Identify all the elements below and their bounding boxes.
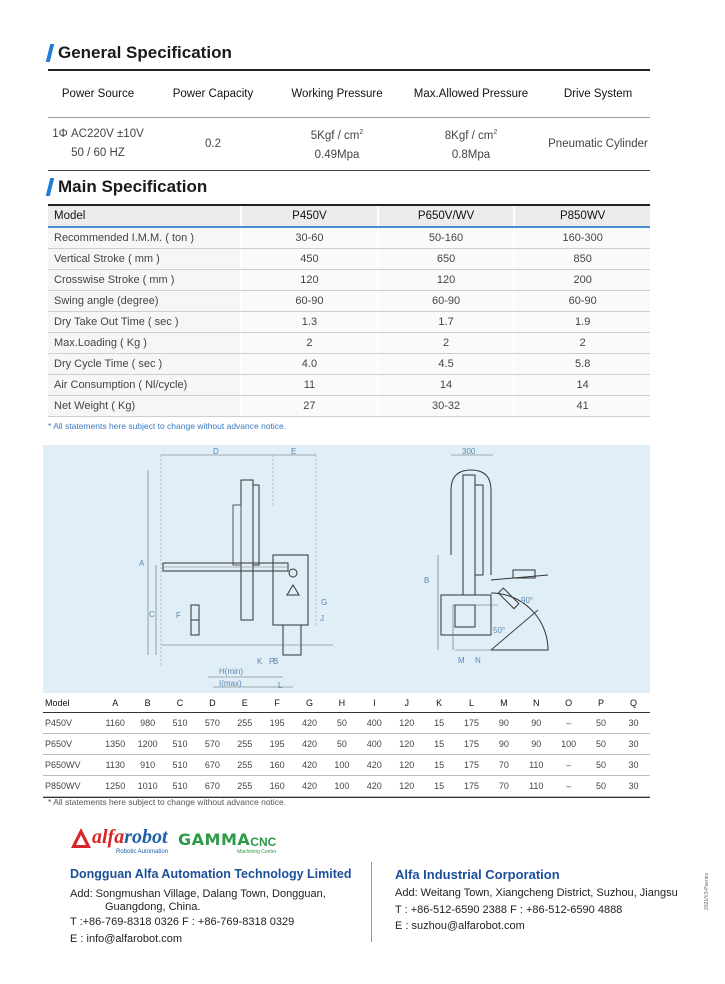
- dim-value-cell: 510: [172, 718, 188, 728]
- dim-value-cell: 90: [531, 739, 542, 749]
- dim-label-b-front: B: [273, 657, 279, 666]
- dim-value-cell: 50: [596, 781, 607, 791]
- dim-header-cell: O: [565, 697, 573, 708]
- row-value: 4.5: [379, 354, 514, 374]
- dim-label-k: K: [257, 657, 263, 666]
- general-spec-title: General Specification: [48, 43, 232, 63]
- dimension-note: * All statements here subject to change without advance notice.: [48, 797, 287, 807]
- dim-value-cell: –: [566, 718, 572, 728]
- dim-value-cell: 1010: [137, 781, 158, 791]
- row-value: 2: [515, 333, 650, 353]
- row-label: Net Weight ( Kg): [48, 396, 240, 416]
- alfarobot-logo: alfa robot Robotic Automation: [70, 826, 168, 855]
- row-label: Max.Loading ( Kg ): [48, 333, 240, 353]
- row-label: Air Consumption ( Nl/cycle): [48, 375, 240, 395]
- alfa-triangle-icon: [70, 827, 92, 849]
- dim-label-e: E: [291, 447, 297, 456]
- row-value: 850: [515, 249, 650, 269]
- row-value: 41: [515, 396, 650, 416]
- dim-value-cell: 510: [172, 739, 188, 749]
- dim-label-d: D: [213, 447, 219, 456]
- dim-value-cell: 420: [302, 739, 318, 749]
- row-value: 60-90: [242, 291, 377, 311]
- power-source-value: 1Φ AC220V ±10V 50 / 60 HZ: [52, 128, 144, 159]
- dim-header-cell: P: [598, 697, 605, 708]
- dim-header-cell: G: [306, 697, 314, 708]
- dim-value-cell: 50: [336, 739, 347, 749]
- row-value: 11: [242, 375, 377, 395]
- row-value: 30-60: [242, 228, 377, 248]
- dim-header-cell: F: [274, 697, 280, 708]
- dim-value-cell: 175: [463, 739, 479, 749]
- row-value: 2: [379, 333, 514, 353]
- row-label: Crosswise Stroke ( mm ): [48, 270, 240, 290]
- row-value: 60-90: [379, 291, 514, 311]
- table-row: [48, 312, 650, 333]
- dim-value-cell: 50: [336, 718, 347, 728]
- header-p450v: P450V: [242, 206, 377, 226]
- dim-header-cell: N: [533, 697, 540, 708]
- header-working-pressure: Working Pressure: [291, 87, 383, 100]
- dim-value-cell: 30: [628, 739, 639, 749]
- dim-label-l: L: [278, 681, 283, 690]
- dim-value-cell: 30: [628, 760, 639, 770]
- dim-label-a: A: [139, 559, 145, 568]
- dim-value-cell: 70: [498, 781, 509, 791]
- dim-label-p: P: [269, 657, 275, 666]
- row-value: 120: [242, 270, 377, 290]
- dim-value-cell: 30: [628, 718, 639, 728]
- dim-value-cell: 510: [172, 760, 188, 770]
- dim-value-cell: 1160: [105, 718, 125, 728]
- dim-value-cell: 1250: [105, 781, 126, 791]
- header-drive-system: Drive System: [563, 87, 633, 100]
- dim-label-n: N: [475, 656, 481, 665]
- dim-value-cell: 1200: [137, 739, 158, 749]
- dim-value-cell: 570: [204, 718, 220, 728]
- row-label: Swing angle (degree): [48, 291, 240, 311]
- dim-header-cell: H: [338, 697, 346, 708]
- dim-header-cell: B: [144, 697, 151, 708]
- dim-model-cell: P850WV: [45, 781, 81, 791]
- dim-value-cell: 100: [561, 739, 577, 749]
- company1-address-line2: Guangdong, China.: [105, 901, 201, 913]
- dim-value-cell: 400: [366, 739, 382, 749]
- dim-value-cell: 570: [204, 739, 220, 749]
- row-value: 120: [379, 270, 514, 290]
- dim-value-cell: 100: [334, 760, 350, 770]
- dim-header-cell: J: [404, 697, 409, 708]
- general-spec-header: [48, 71, 650, 117]
- row-value: 14: [379, 375, 514, 395]
- table-row: [48, 291, 650, 312]
- company2-address: Add: Weitang Town, Xiangcheng District, Suzhou, Jiangsu: [395, 887, 678, 899]
- dim-label-hmin: H(min): [219, 667, 243, 676]
- dim-value-cell: 15: [434, 781, 445, 791]
- dim-model-cell: P650V: [45, 739, 73, 749]
- table-row: [48, 249, 650, 270]
- max-pressure-value: $8Kgf / cm^2$ 0.8Mpa: [444, 129, 498, 161]
- company1-phone-fax: T :+86-769-8318 0326 F : +86-769-8318 0329: [70, 916, 295, 928]
- dim-value-cell: 255: [237, 781, 253, 791]
- table-row: [48, 354, 650, 375]
- row-value: 14: [515, 375, 650, 395]
- dimension-table: [43, 693, 650, 798]
- row-value: 1.9: [515, 312, 650, 332]
- dim-header-cell: K: [436, 697, 443, 708]
- dim-value-cell: 110: [529, 781, 544, 791]
- row-label: Recommended I.M.M. ( ton ): [48, 228, 240, 248]
- dim-label-b: B: [424, 576, 430, 585]
- company1-name: Dongguan Alfa Automation Technology Limited: [70, 867, 352, 881]
- title-accent-bar: [46, 178, 54, 196]
- dim-header-cell: Q: [629, 697, 637, 708]
- row-value: 200: [515, 270, 650, 290]
- main-spec-note: * All statements here subject to change without advance notice.: [48, 421, 287, 431]
- dim-label-m: M: [458, 656, 465, 665]
- dim-value-cell: 50: [596, 718, 607, 728]
- row-value: 2: [242, 333, 377, 353]
- dim-value-cell: 420: [302, 760, 318, 770]
- row-value: 60-90: [515, 291, 650, 311]
- dim-value-cell: 255: [237, 739, 253, 749]
- main-spec-table: [48, 204, 650, 417]
- dim-value-cell: 30: [628, 781, 639, 791]
- dim-header-cell: E: [241, 697, 248, 708]
- dim-label-g: G: [321, 598, 328, 607]
- row-value: 450: [242, 249, 377, 269]
- row-value: 30-32: [379, 396, 514, 416]
- table-row: [48, 228, 650, 249]
- header-max-pressure: Max.Allowed Pressure: [413, 87, 529, 100]
- dim-header-cell: L: [468, 697, 474, 708]
- dim-value-cell: 50: [596, 760, 607, 770]
- dim-value-cell: 15: [434, 718, 445, 728]
- table-row: [43, 734, 650, 755]
- dim-value-cell: 160: [269, 760, 285, 770]
- company2-phone-fax: T : +86-512-6590 2388 F : +86-512-6590 4888: [395, 904, 623, 916]
- header-p650v: P650V/WV: [379, 206, 514, 226]
- table-row: [43, 713, 650, 734]
- table-row: [43, 776, 650, 797]
- dim-value-cell: 15: [434, 760, 445, 770]
- dim-model-cell: P450V: [45, 718, 73, 728]
- dim-model-cell: P650WV: [45, 760, 81, 770]
- dim-value-cell: 90: [498, 739, 509, 749]
- dim-value-cell: 195: [269, 739, 285, 749]
- header-model: Model: [48, 206, 240, 226]
- dim-value-cell: 420: [302, 781, 318, 791]
- main-spec-title: Main Specification: [48, 177, 207, 197]
- dim-header-cell: C: [176, 697, 184, 708]
- working-pressure-value: $5Kgf / cm^2$ 0.49Mpa: [310, 129, 364, 161]
- row-value: 4.0: [242, 354, 377, 374]
- table-row: [48, 375, 650, 396]
- row-label: Dry Cycle Time ( sec ): [48, 354, 240, 374]
- row-value: 160-300: [515, 228, 650, 248]
- row-value: 27: [242, 396, 377, 416]
- dim-header-cell: D: [209, 697, 216, 708]
- dim-label-imax: I(max): [219, 679, 242, 688]
- company1-email: E : info@alfarobot.com: [70, 933, 183, 945]
- row-value: 5.8: [515, 354, 650, 374]
- dim-value-cell: 420: [302, 718, 318, 728]
- table-row: [43, 755, 650, 776]
- dim-value-cell: 255: [237, 760, 253, 770]
- dim-header-cell: Model: [45, 697, 70, 708]
- gammacnc-logo: GAMMA CNC Machining Center: [178, 830, 277, 855]
- table-row: [48, 333, 650, 354]
- company2-email: E : suzhou@alfarobot.com: [395, 920, 525, 932]
- dim-value-cell: 160: [269, 781, 285, 791]
- row-label: Vertical Stroke ( mm ): [48, 249, 240, 269]
- dim-value-cell: 420: [366, 781, 382, 791]
- dim-value-cell: 175: [463, 718, 479, 728]
- dim-value-cell: 15: [434, 739, 445, 749]
- row-value: 1.7: [379, 312, 514, 332]
- dim-value-cell: 400: [366, 718, 382, 728]
- footer-divider: [371, 862, 372, 942]
- dim-header-cell: I: [373, 697, 376, 708]
- angle-label-50: 50°: [493, 626, 506, 635]
- dim-value-cell: 420: [366, 760, 382, 770]
- dim-value-cell: 100: [334, 781, 350, 791]
- header-power-source: Power Source: [61, 87, 135, 100]
- dimension-table-header: [43, 693, 650, 713]
- dim-value-cell: 110: [529, 760, 544, 770]
- technical-drawing: [43, 445, 650, 693]
- row-value: 1.3: [242, 312, 377, 332]
- company2-name: Alfa Industrial Corporation: [395, 867, 560, 882]
- dim-value-cell: 90: [531, 718, 542, 728]
- dim-value-cell: 120: [399, 760, 415, 770]
- row-label: Dry Take Out Time ( sec ): [48, 312, 240, 332]
- company1-address-line1: Add: Songmushan Village, Dalang Town, Dongguan,: [70, 888, 326, 900]
- dim-value-cell: 175: [463, 781, 479, 791]
- dim-value-cell: 120: [399, 739, 415, 749]
- dim-value-cell: 120: [399, 781, 415, 791]
- general-spec-table: [48, 69, 650, 171]
- row-value: 50-160: [379, 228, 514, 248]
- header-p850wv: P850WV: [515, 206, 650, 226]
- row-value: 650: [379, 249, 514, 269]
- dim-value-cell: 670: [204, 781, 220, 791]
- header-power-capacity: Power Capacity: [172, 87, 254, 100]
- table-row: [48, 270, 650, 291]
- dim-value-cell: 1130: [105, 760, 125, 770]
- main-spec-header: [48, 206, 650, 228]
- dim-value-cell: 70: [498, 760, 509, 770]
- dim-value-cell: 255: [237, 718, 253, 728]
- robot-dimension-drawing: [43, 445, 650, 693]
- dim-value-cell: 120: [399, 718, 415, 728]
- power-capacity-value: 0.2: [205, 137, 221, 150]
- dim-value-cell: 670: [204, 760, 220, 770]
- angle-label-90: 90°: [521, 596, 534, 605]
- brand-logos: [70, 826, 276, 855]
- general-spec-row: [48, 118, 650, 170]
- dim-value-cell: –: [566, 781, 572, 791]
- title-accent-bar: [46, 44, 54, 62]
- dim-header-cell: M: [500, 697, 508, 708]
- dim-value-cell: –: [566, 760, 572, 770]
- table-row: [48, 396, 650, 417]
- dim-value-cell: 980: [140, 718, 156, 728]
- dim-header-cell: A: [112, 697, 119, 708]
- dim-value-cell: 175: [463, 760, 479, 770]
- dim-value-cell: 1350: [105, 739, 126, 749]
- document-code: 2021/V3-Pseries: [704, 873, 710, 910]
- drive-system-value: Pneumatic Cylinder: [548, 137, 648, 150]
- dim-value-cell: 50: [596, 739, 607, 749]
- dim-value-cell: 195: [269, 718, 285, 728]
- dim-label-300: 300: [462, 447, 476, 456]
- dim-label-f: F: [176, 611, 181, 620]
- dim-value-cell: 910: [140, 760, 156, 770]
- dim-value-cell: 90: [498, 718, 509, 728]
- dim-label-j: J: [320, 614, 324, 623]
- dim-value-cell: 510: [172, 781, 188, 791]
- dim-label-c: C: [149, 610, 155, 619]
